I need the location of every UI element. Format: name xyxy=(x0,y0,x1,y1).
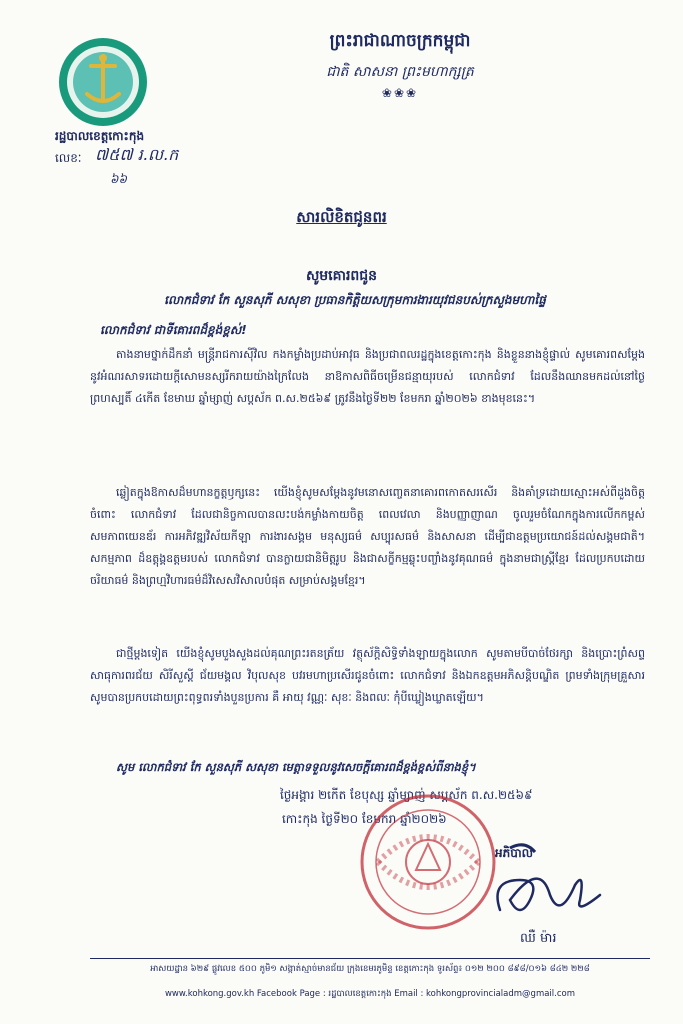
footer-address: អាសយដ្ឋាន ៦២៩ ផ្លូវលេខ ៥០០ ភូមិ១ សង្កាត់ស្មាច់មានជ័យ ក្រុងខេមរភូមិន្ទ ខេត្តកោះកុង ទូរស័ព្ទ៖ ០១២ ២០០ ៨៩៨/០១៦ ៨៤២ ២២៨ xyxy=(150,964,590,974)
agency-name: រដ្ឋបាលខេត្តកោះកុង xyxy=(55,129,145,143)
document-title: សារលិខិតជូនពរ xyxy=(296,208,387,226)
recipient-line: លោកជំទាវ កែ សួនសុភី សសុខា ប្រធានកិត្តិយសក្រុមការងារយុវជនបស់ក្រសួងមហាផ្ទៃ xyxy=(164,293,546,307)
province-logo xyxy=(57,36,149,128)
footer-divider xyxy=(90,958,650,959)
paragraph-3: ជាថ្មីម្តងទៀត យើងខ្ញុំសូមបួងសួងដល់គុណព្រះរតនត្រ័យ វត្ថុស័ក្តិសិទ្ធិទាំងឡាយក្នុងលោក សូមតាមបីបាច់ថែរក្សា និងប្រោះព្រំសព្ទសាធុការពរជ័យ សិរីសួស្តី ជ័យមង្គល វិបុលសុខ បវរមហាប្រសើរជូនចំពោះ លោកជំទាវ និងឯកឧត្តមអភិសន្តិបណ្ឌិត ព្រមទាំងក្រុមគ្រួសារ សូមបានប្រកបដោយព្រះពុទ្ធពរទាំងបួនប្រការ គឺ អាយុ វណ្ណៈ សុខៈ និងពលៈ កុំបីឃ្លៀងឃ្លាតឡើយ។ xyxy=(90,647,645,704)
salutation: លោកជំទាវ ជាទីគោរពដ៏ខ្ពង់ខ្ពស់! xyxy=(100,323,247,337)
reference-number: ៧៥៧ រ.ល.ក xyxy=(95,145,179,164)
paragraph-1: តាងនាមថ្នាក់ដឹកនាំ មន្ត្រីរាជការស៊ីវិល កងកម្លាំងប្រដាប់អាវុធ និងប្រជាពលរដ្ឋក្នុងខេត្តកោះកុង និងខ្លួននាងខ្ញុំផ្ទាល់ សូមគោរពសម្តែងនូវអំណរសាទរដោយក្តីសោមនស្សរីករាយយ៉ាងក្រៃលែង នាឱកាសពិធីចម្រើនជន្មាយុរបស់ លោកជំទាវ ដែលនឹងឈានមកដល់នៅថ្ងៃព្រហស្បតិ៍ ៤កើត ខែមាឃ ឆ្នាំម្សាញ់ សប្តស័ក ព.ស.២៥៦៩ ត្រូវនឹងថ្ងៃទី២២ ខែមករា ឆ្នាំ២០២៦ ខាងមុខនេះ។ xyxy=(90,348,645,405)
header-ornament: ❀❀❀ xyxy=(381,86,419,100)
signature xyxy=(480,840,630,940)
lunar-date: ថ្ងៃអង្គារ ២កើត ខែបុស្ស ឆ្នាំម្សាញ់ សប្តស័ក ព.ស.២៥៦៩ xyxy=(280,788,533,802)
reference-label: លេខៈ xyxy=(55,151,82,165)
national-motto: ជាតិ សាសនា ព្រះមហាក្សត្រ xyxy=(326,64,474,80)
solar-date: កោះកុង ថ្ងៃទី២០ ខែមករា ឆ្នាំ២០២៦ xyxy=(282,812,447,826)
respect-line: សូមគោរពជូន xyxy=(305,268,378,284)
footer-contact: www.kohkong.gov.kh Facebook Page : រដ្ឋបាលខេត្តកោះកុង Email : kohkongprovincialadm@gmail.com xyxy=(164,989,576,999)
paragraph-2: ឆ្លៀតក្នុងឱកាសដ៏មហានក្ខត្តឫក្សនេះ យើងខ្ញុំសូមសម្តែងនូវមនោសញ្ចេតនាគោរពកោតសរសើរ និងគាំទ្រដោយស្មោះអស់ពីដួងចិត្តចំពោះ លោកជំទាវ ដែលជានិច្ចកាលបានលះបង់កម្លាំងកាយចិត្ត ពេលវេលា និងបញ្ញាញាណ ចូលរួមចំណែកក្នុងការលើកកម្ពស់សមភាពយេនឌ័រ ការអភិវឌ្ឍវិស័យកីឡា ការងារសង្គម មនុស្សធម៌ សប្បុរសធម៌ និងសាសនា ដើម្បីជាឧត្តមប្រយោជន៍ដល់សង្គមជាតិ។ សកម្មភាព ដ៏ឧត្តុង្គឧត្តមរបស់ លោកជំទាវ បានក្លាយជានិមិត្តរូប និងជាសក្ខីកម្មឆ្លុះបញ្ចាំងនូវគុណធម៌ ក្នុងនាមជាស្ត្រីខ្មែរ ដែលប្រកបដោយចរិយាធម៌ និងព្រហ្មវិហារធម៌ដ៏វិសេសវិសាលបំផុត សម្រាប់សង្គមខ្មែរ។ xyxy=(90,486,645,587)
signatory-title: អភិបាល xyxy=(495,846,534,860)
closing-line: សូម លោកជំទាវ កែ សួនសុភី សសុខា មេត្តាទទួលនូវសេចក្តីគោរពដ៏ខ្ពង់ខ្ពស់ពីនាងខ្ញុំ។ xyxy=(116,760,476,774)
official-stamp xyxy=(358,792,498,932)
kingdom-heading: ព្រះរាជាណាចក្រកម្ពុជា xyxy=(329,31,471,51)
signatory-name: ឈឺ ម៉ារ xyxy=(520,931,557,946)
reference-sub: ៦៦ xyxy=(110,172,127,186)
